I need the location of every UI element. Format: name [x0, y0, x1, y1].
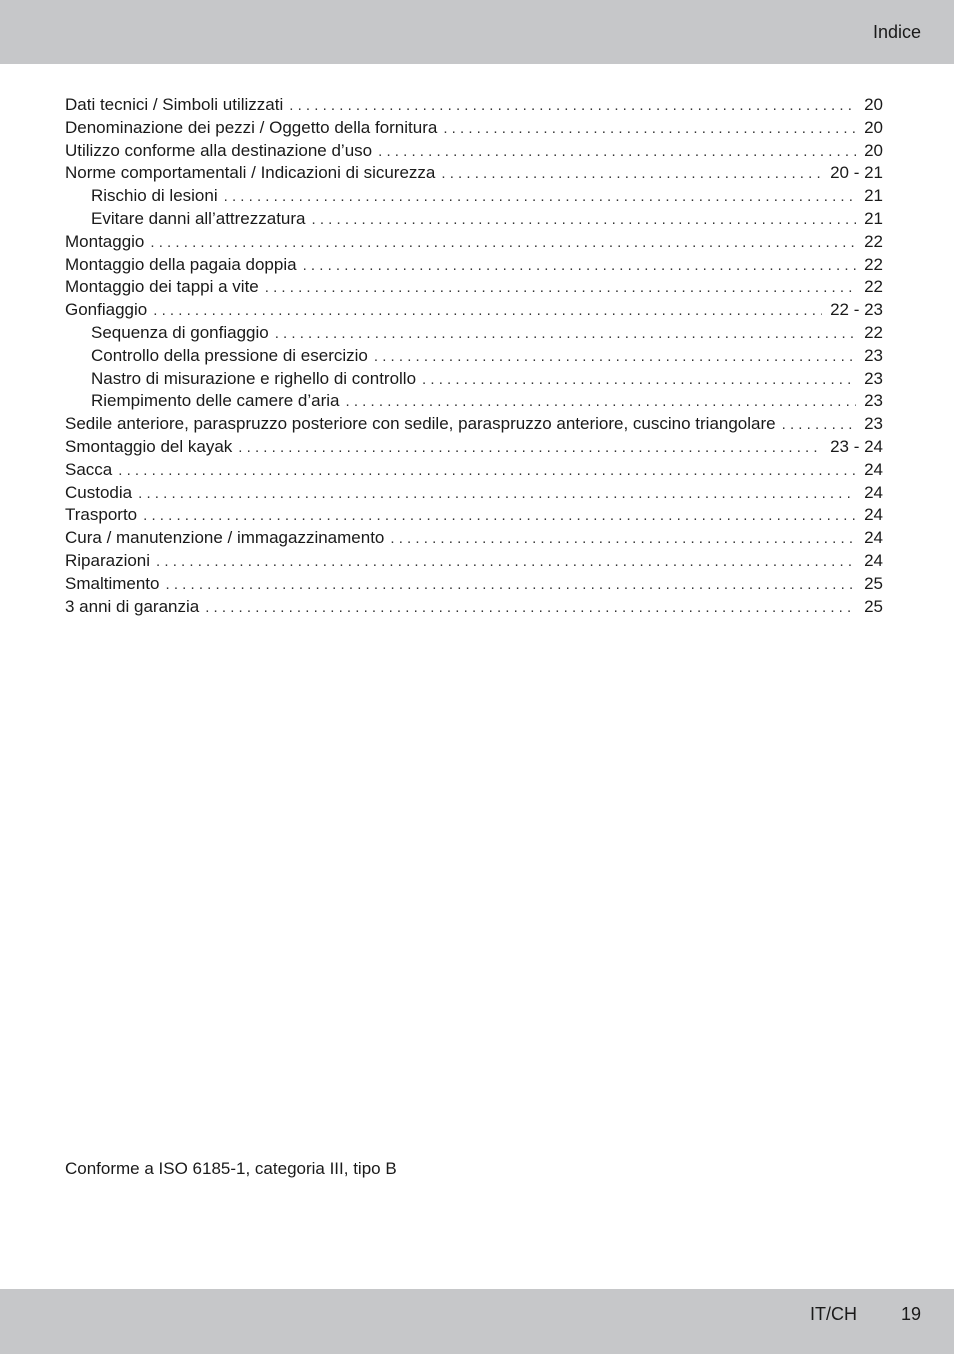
toc-entry-page: 22 - 23 [830, 300, 883, 320]
toc-entry-label: Montaggio dei tappi a vite [65, 277, 259, 297]
toc-entry-label: Smaltimento [65, 573, 160, 593]
toc-entry-page: 23 - 24 [830, 436, 883, 456]
toc-dot-leader [165, 574, 856, 596]
toc-entry-page: 24 [864, 459, 883, 479]
toc-entry-label: Trasporto [65, 505, 138, 525]
toc-dot-leader [390, 528, 856, 550]
toc-dot-leader [156, 551, 856, 573]
toc-entry-norme[interactable] [65, 162, 883, 185]
toc-entry-trasporto[interactable] [65, 504, 883, 527]
toc-entry-label: Sequenza di gonfiaggio [91, 322, 269, 342]
toc-entry-evitare-danni[interactable] [65, 208, 883, 231]
toc-dot-leader [153, 300, 822, 322]
toc-entry-label: Gonfiaggio [65, 300, 148, 320]
toc-entry-page: 23 [864, 391, 883, 411]
toc-dot-leader [346, 391, 857, 413]
toc-dot-leader [422, 369, 856, 391]
toc-dot-leader [143, 505, 856, 527]
toc-entry-page: 23 [864, 414, 883, 434]
toc-entry-label: Evitare danni all’attrezzatura [91, 208, 306, 228]
toc-entry-riparazioni[interactable] [65, 550, 883, 573]
toc-entry-page: 24 [864, 482, 883, 502]
toc-dot-leader [118, 460, 856, 482]
toc-entry-montaggio-tappi[interactable] [65, 276, 883, 299]
toc-dot-leader [238, 437, 822, 459]
toc-dot-leader [441, 163, 822, 185]
footer-language: IT/CH [810, 1304, 857, 1324]
toc-entry-page: 20 - 21 [830, 163, 883, 183]
toc-dot-leader [782, 414, 856, 436]
toc-entry-label: Smontaggio del kayak [65, 436, 233, 456]
toc-entry-label: Montaggio [65, 231, 145, 251]
toc-entry-page: 24 [864, 505, 883, 525]
toc-entry-label: Dati tecnici / Simboli utilizzati [65, 95, 284, 114]
toc-entry-page: 20 [864, 117, 883, 137]
toc-entry-sedile[interactable] [65, 413, 883, 436]
footer-page-number: 19 [900, 1304, 921, 1324]
toc-entry-denominazione[interactable] [65, 117, 883, 140]
toc-entry-page: 25 [864, 596, 883, 616]
toc-entry-page: 24 [864, 528, 883, 548]
toc-entry-page: 21 [864, 208, 883, 228]
toc-entry-montaggio-pagaia[interactable] [65, 254, 883, 277]
toc-entry-page: 25 [864, 573, 883, 593]
toc-dot-leader [443, 118, 856, 140]
toc-entry-nastro[interactable] [65, 368, 883, 391]
toc-entry-utilizzo[interactable] [65, 140, 883, 163]
toc-entry-page: 22 [864, 254, 883, 274]
toc-entry-label: Sacca [65, 459, 113, 479]
toc-entry-gonfiaggio[interactable] [65, 299, 883, 322]
toc-entry-label: Montaggio della pagaia doppia [65, 254, 297, 274]
toc-entry-sequenza[interactable] [65, 322, 883, 345]
header-title: Indice [872, 22, 921, 42]
toc-dot-leader [303, 255, 857, 277]
toc-entry-page: 20 [864, 95, 883, 114]
toc-entry-page: 20 [864, 140, 883, 160]
toc-entry-label: Custodia [65, 482, 133, 502]
toc-entry-rischio[interactable] [65, 185, 883, 208]
toc-entry-page: 23 [864, 345, 883, 365]
toc-entry-label: Riempimento delle camere d’aria [91, 391, 340, 411]
toc-entry-smontaggio[interactable] [65, 436, 883, 459]
table-of-contents [65, 94, 883, 618]
toc-entry-page: 22 [864, 231, 883, 251]
toc-entry-label: Nastro di misurazione e righello di controllo [91, 368, 417, 388]
toc-entry-label: Denominazione dei pezzi / Oggetto della fornitura [65, 117, 438, 137]
toc-entry-label: Controllo della pressione di esercizio [91, 345, 368, 365]
toc-dot-leader [275, 323, 856, 345]
toc-entry-page: 24 [864, 550, 883, 570]
toc-entry-label: Norme comportamentali / Indicazioni di sicurezza [65, 163, 436, 183]
compliance-note: Conforme a ISO 6185-1, categoria III, tipo B [65, 1159, 397, 1178]
toc-entry-page: 23 [864, 368, 883, 388]
toc-dot-leader [150, 232, 856, 254]
toc-entry-controllo-pressione[interactable] [65, 345, 883, 368]
toc-dot-leader [138, 483, 856, 505]
toc-entry-page: 22 [864, 277, 883, 297]
toc-dot-leader [374, 346, 856, 368]
toc-entry-sacca[interactable] [65, 459, 883, 482]
toc-entry-cura[interactable] [65, 527, 883, 550]
toc-dot-leader [378, 141, 856, 163]
toc-dot-leader [205, 597, 856, 619]
toc-entry-label: Rischio di lesioni [91, 186, 218, 206]
toc-entry-label: Sedile anteriore, paraspruzzo posteriore con sedile, paraspruzzo anteriore, cuscino triangolare [65, 414, 776, 434]
toc-entry-page: 22 [864, 322, 883, 342]
toc-entry-custodia[interactable] [65, 482, 883, 505]
toc-entry-label: 3 anni di garanzia [65, 596, 200, 616]
toc-entry-dati-tecnici[interactable] [65, 94, 883, 117]
toc-dot-leader [312, 209, 857, 231]
toc-dot-leader [265, 277, 856, 299]
toc-entry-smaltimento[interactable] [65, 573, 883, 596]
toc-entry-garanzia[interactable] [65, 596, 883, 619]
toc-dot-leader [224, 186, 856, 208]
toc-entry-riempimento[interactable] [65, 390, 883, 413]
toc-entry-label: Utilizzo conforme alla destinazione d’uso [65, 140, 373, 160]
header-band [0, 0, 954, 64]
toc-dot-leader [289, 95, 856, 117]
toc-entry-label: Riparazioni [65, 550, 151, 570]
toc-entry-label: Cura / manutenzione / immagazzinamento [65, 528, 385, 548]
toc-entry-page: 21 [864, 186, 883, 206]
toc-entry-montaggio[interactable] [65, 231, 883, 254]
